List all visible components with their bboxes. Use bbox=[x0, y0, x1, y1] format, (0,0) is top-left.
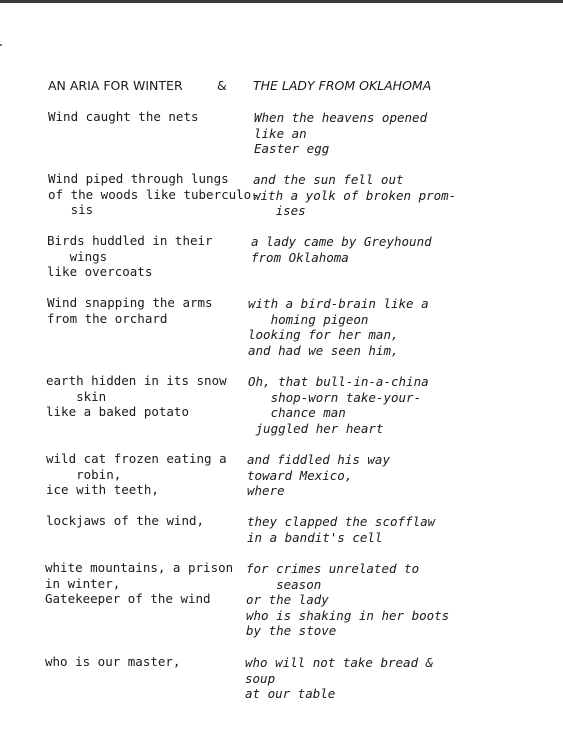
right-stanza: a lady came by Greyhound from Oklahoma bbox=[251, 234, 432, 265]
scan-top-border bbox=[0, 0, 563, 3]
right-stanza: with a bird-brain like a homing pigeon looking for her man, and had we seen him, bbox=[248, 296, 429, 358]
right-stanza: for crimes unrelated to season or the lady who is shaking in her boots by the stove bbox=[246, 561, 450, 638]
right-stanza: and fiddled his way toward Mexico, where bbox=[247, 452, 390, 498]
right-stanza: When the heavens opened like an Easter egg bbox=[254, 110, 428, 156]
left-stanza: earth hidden in its snow skin like a baked potato bbox=[46, 373, 227, 419]
right-stanza: Oh, that bull-in-a-china shop-worn take-your- chance man juggled her heart bbox=[248, 374, 429, 436]
left-stanza: white mountains, a prison in winter, Gatekeeper of the wind bbox=[45, 560, 234, 606]
left-stanza: Wind snapping the arms from the orchard bbox=[47, 295, 213, 326]
left-stanza: Wind piped through lungs of the woods like tuberculo- sis bbox=[48, 171, 259, 217]
right-stanza: they clapped the scofflaw in a bandit's cell bbox=[247, 514, 436, 545]
right-poem-title: THE LADY FROM OKLAHOMA bbox=[253, 78, 432, 93]
left-stanza: who is our master, bbox=[45, 654, 181, 669]
left-poem-title: AN ARIA FOR WINTER bbox=[48, 78, 183, 93]
left-stanza: lockjaws of the wind, bbox=[46, 513, 205, 528]
left-stanza: Birds huddled in their wings like overcoats bbox=[47, 233, 213, 279]
right-stanza: and the sun fell out with a yolk of broken prom- ises bbox=[253, 172, 457, 218]
left-stanza: Wind caught the nets bbox=[48, 109, 199, 124]
scan-mark bbox=[0, 44, 2, 46]
left-stanza: wild cat frozen eating a robin, ice with teeth, bbox=[46, 451, 227, 497]
ampersand: & bbox=[217, 78, 227, 93]
right-stanza: who will not take bread & soup at our table bbox=[245, 655, 434, 701]
